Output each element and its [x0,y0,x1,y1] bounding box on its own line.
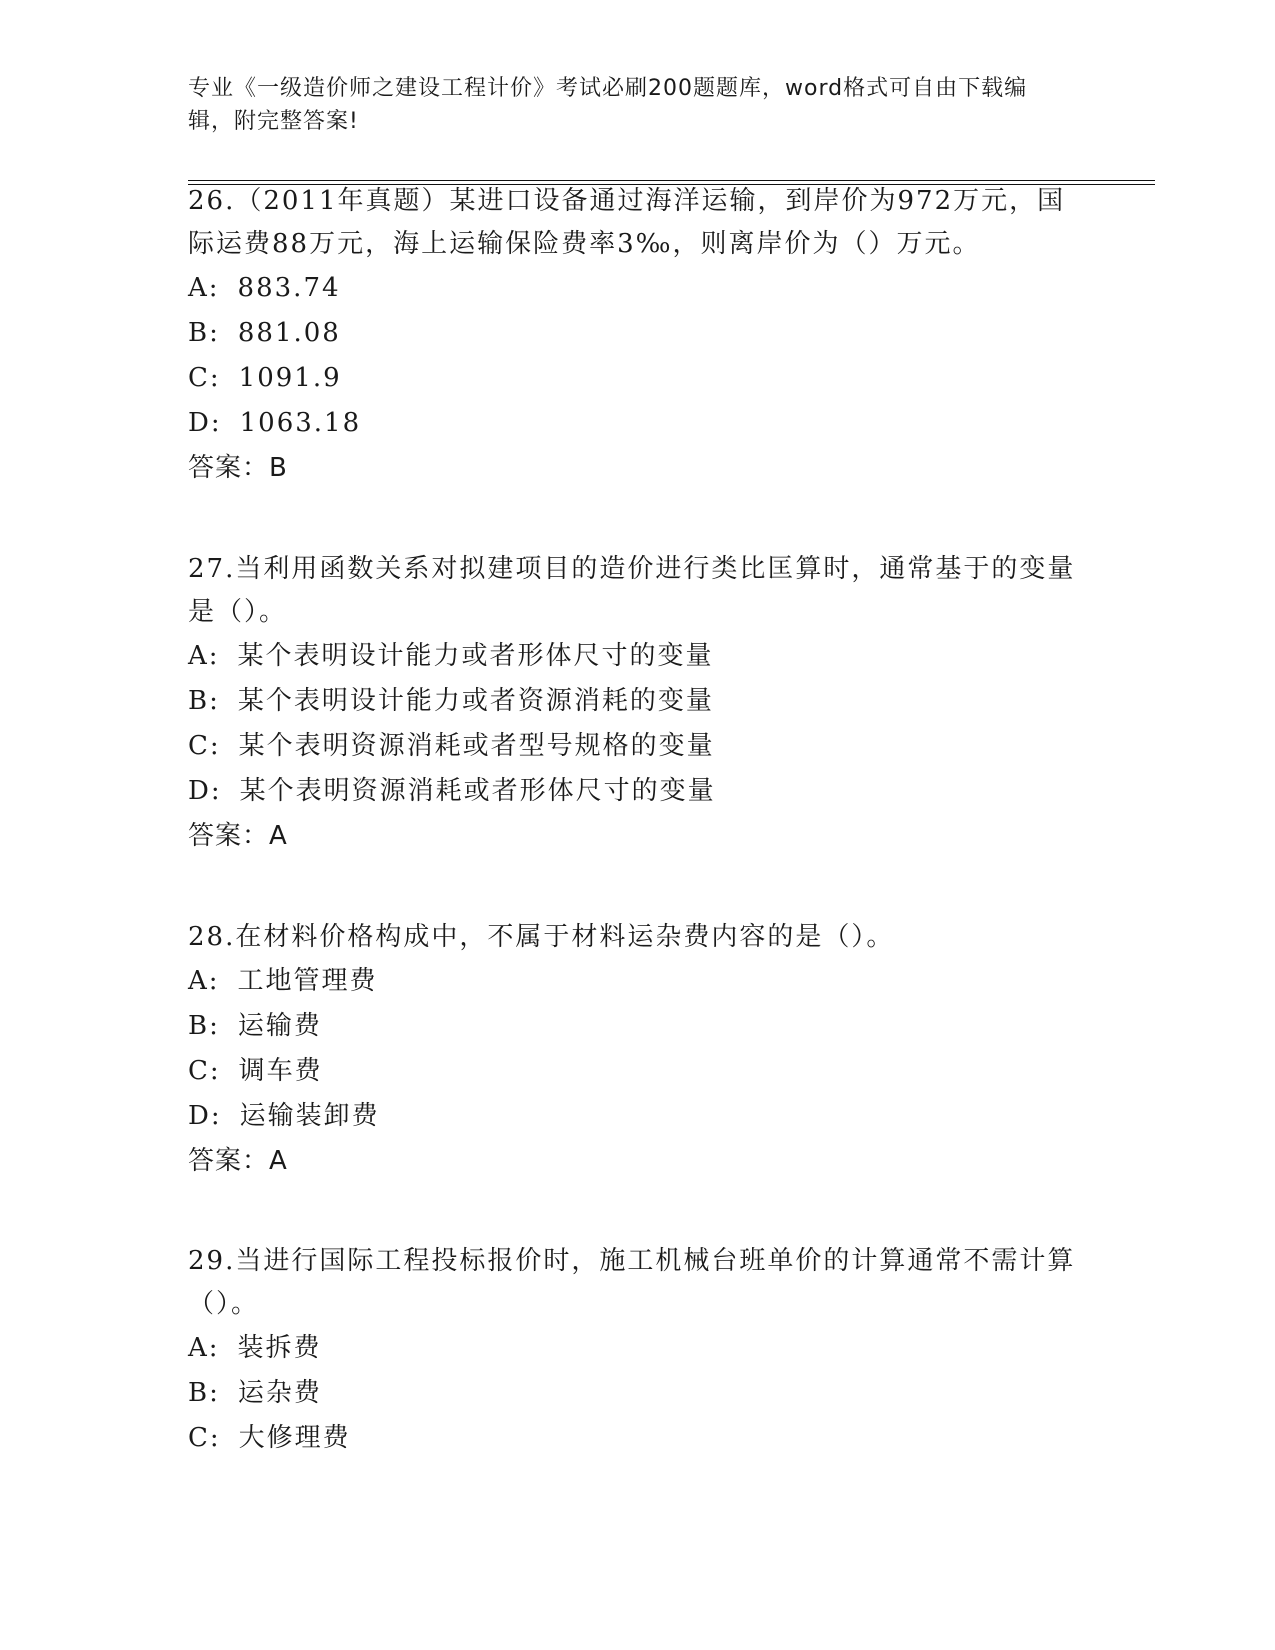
option-a [188,266,1088,311]
option-b [188,311,1088,356]
option-b [188,1004,1088,1049]
option-c [188,724,1088,769]
answer-line: 答案：A [188,1146,288,1176]
option-key: C: [188,1423,221,1453]
option-text: 运杂费 [237,1378,322,1408]
option-key: C: [188,731,221,761]
option-key: A: [188,273,220,303]
option-key: D: [188,1101,222,1131]
answer-line: 答案：B [188,453,288,483]
question-stem: 28.在材料价格构成中，不属于材料运杂费内容的是（）。 [188,922,895,952]
option-text: 调车费 [238,1056,323,1086]
question-stem: 29.当进行国际工程投标报价时，施工机械台班单价的计算通常不需计算（）。 [188,1246,1076,1319]
option-b [188,679,1088,724]
option-key: B: [188,1378,220,1408]
option-c [188,1416,1088,1461]
option-key: A: [188,966,220,996]
option-a [188,959,1088,1004]
option-text: 大修理费 [238,1423,351,1453]
option-text: 装拆费 [237,1333,322,1363]
option-key: D: [188,408,222,438]
option-text: 某个表明设计能力或者形体尺寸的变量 [237,641,714,671]
option-d [188,1094,1088,1139]
question-28 [188,916,1088,1184]
option-key: A: [188,641,220,671]
question-stem: 26.（2011年真题）某进口设备通过海洋运输，到岸价为972万元，国际运费88万元，海上运输保险费率3‰，则离岸价为（）万元。 [188,186,1066,259]
question-stem: 27.当利用函数关系对拟建项目的造价进行类比匡算时，通常基于的变量是（）。 [188,554,1076,627]
option-text: 运输费 [237,1011,322,1041]
option-text: 1091.9 [238,363,342,393]
option-c [188,356,1088,401]
option-text: 某个表明资源消耗或者形体尺寸的变量 [239,776,716,806]
question-26 [188,180,1088,491]
option-d [188,769,1088,814]
option-text: 1063.18 [239,408,362,438]
option-key: C: [188,1056,221,1086]
option-key: A: [188,1333,220,1363]
option-key: C: [188,363,221,393]
option-b [188,1371,1088,1416]
option-key: B: [188,1011,220,1041]
option-d [188,401,1088,446]
option-text: 运输装卸费 [239,1101,380,1131]
option-text: 883.74 [237,273,341,303]
question-29 [188,1240,1088,1461]
option-key: D: [188,776,222,806]
option-text: 某个表明资源消耗或者型号规格的变量 [238,731,715,761]
question-27 [188,548,1088,859]
option-a [188,1326,1088,1371]
option-text: 工地管理费 [237,966,378,996]
option-a [188,634,1088,679]
option-text: 某个表明设计能力或者资源消耗的变量 [237,686,714,716]
option-key: B: [188,318,220,348]
document-header: 专业《一级造价师之建设工程计价》考试必刷200题题库，word格式可自由下载编辑，附完整答案! [188,76,1028,134]
option-c [188,1049,1088,1094]
answer-line: 答案：A [188,821,288,851]
option-text: 881.08 [237,318,341,348]
option-key: B: [188,686,220,716]
